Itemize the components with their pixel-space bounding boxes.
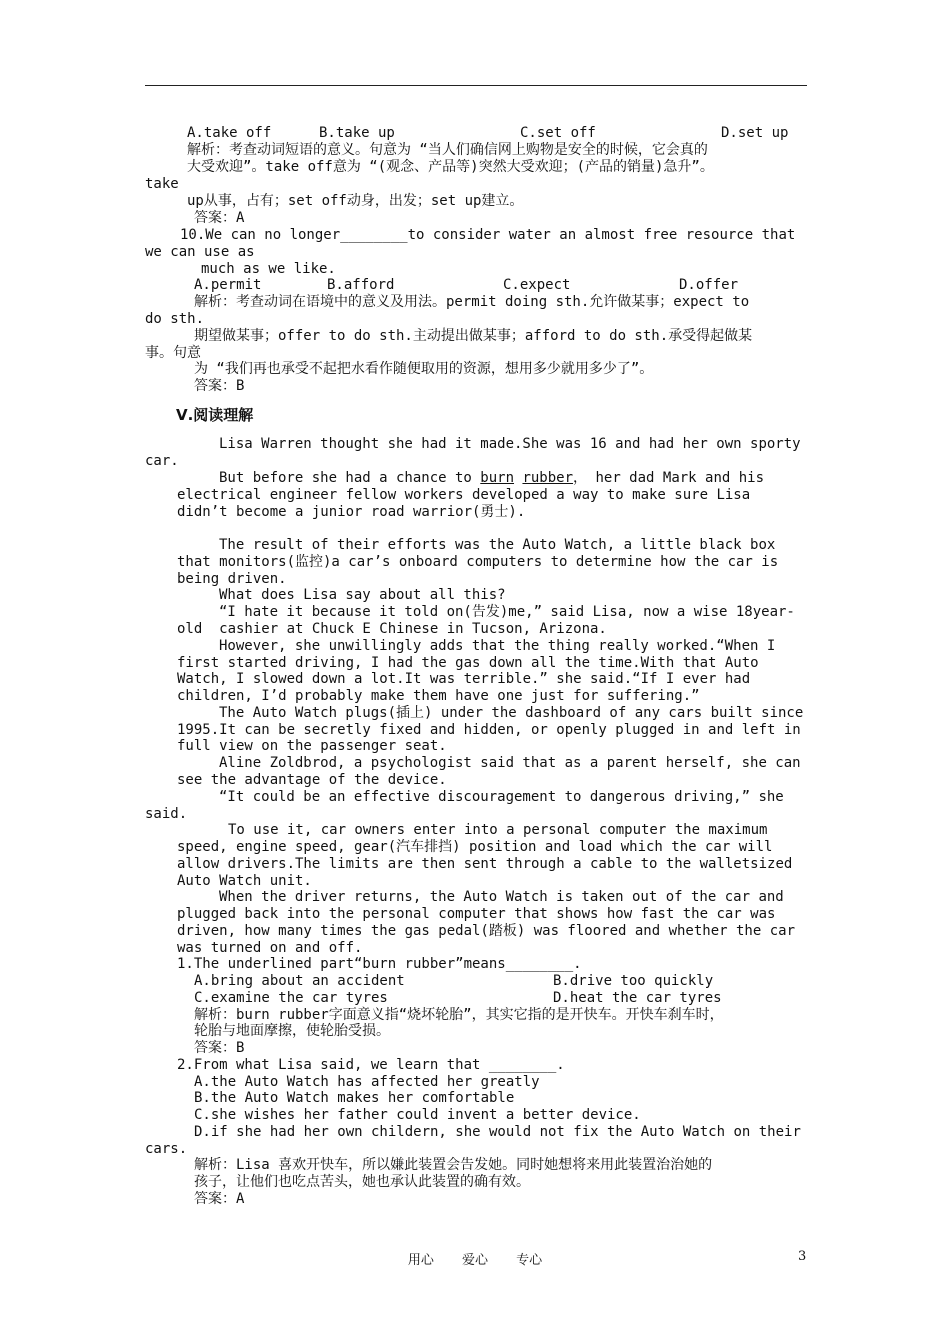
q10-analysis-line: 为 “我们再也承受不起把水看作随便取用的资源，想用多少就用多少了”。 [194,361,654,377]
passage-line: that monitors(监控)a car’s onboard computers to determine how the car is [177,554,779,570]
passage-line: allow drivers.The limits are then sent through a cable to the walletsized [177,856,793,872]
rq2-option-b: B.the Auto Watch makes her comfortable [194,1090,515,1106]
passage-line: children, I’d probably make them have one just for suffering.” [177,688,700,704]
passage-line: Aline Zoldbrod, a psychologist said that as a parent herself, she can [219,755,801,771]
passage-text: But before she had a chance to [219,470,481,486]
q10-analysis-line: 解析：考查动词在语境中的意义及用法。permit doing sth.允许做某事；expect to [194,294,750,310]
rq2-analysis-line: 解析：Lisa 喜欢开快车，所以嫌此装置会告发她。同时她想将来用此装置治治她的 [194,1157,713,1173]
passage-line: first started driving, I had the gas down all the time.With that Auto [177,655,759,671]
q10-analysis-line: 事。句意 [145,345,201,361]
passage-line: The result of their efforts was the Auto Watch, a little black box [219,537,776,553]
passage-line: being driven. [177,571,287,587]
passage-line: However, she unwillingly adds that the thing really worked.“When I [219,638,776,654]
passage-line: driven, how many times the gas pedal(踏板) was floored and whether the car [177,923,796,939]
passage-line: 1995.It can be secretly fixed and hidden, or openly plugged in and left in [177,722,801,738]
passage-line: plugged back into the personal computer that shows how fast the car was [177,906,776,922]
passage-line [219,470,764,487]
footer-motto: 用心 爱心 专心 [407,1253,543,1268]
passage-line: didn’t become a junior road warrior(勇士). [177,504,526,520]
q10-option-c: C.expect [503,277,571,293]
passage-line: old cashier at Chuck E Chinese in Tucson, Arizona. [177,621,607,637]
q10-analysis-line: 期望做某事；offer to do sth.主动提出做某事；afford to do sth.承受得起做某 [194,328,753,344]
passage-line: said. [145,806,188,822]
q10-answer: 答案：B [194,378,245,394]
q10-option-a: A.permit [194,277,262,293]
underlined-word-rubber: rubber [522,470,574,486]
rq1-option-d: D.heat the car tyres [553,990,722,1006]
rq2-answer: 答案：A [194,1191,245,1207]
rq2-stem: 2.From what Lisa said, we learn that ________. [177,1057,565,1073]
rq2-option-d: cars. [145,1141,188,1157]
rq1-analysis-line: 轮胎与地面摩擦，使轮胎受损。 [194,1023,390,1039]
q9-analysis-line: 大受欢迎”。take off意为 “(观念、产品等)突然大受欢迎；(产品的销量)急升”。 [187,159,714,175]
q9-analysis-line: 解析：考查动词短语的意义。句意为 “当人们确信网上购物是安全的时候，它会真的 [187,142,708,158]
q9-analysis-line: take [145,176,179,192]
passage-line: car. [145,453,179,469]
rq1-analysis-line: 解析：burn rubber字面意义指“烧坏轮胎”，其实它指的是开快车。开快车刹车时， [194,1007,724,1023]
passage-line: The Auto Watch plugs(插上) under the dashboard of any cars built since [219,705,804,721]
q10-option-b: B.afford [327,277,395,293]
q9-option-c: C.set off [520,125,596,141]
passage-line: Lisa Warren thought she had it made.She was 16 and had her own sporty [219,436,801,452]
rq2-option-c: C.she wishes her father could invent a better device. [194,1107,641,1123]
passage-line: To use it, car owners enter into a personal computer the maximum [228,822,768,838]
q9-answer: 答案：A [194,210,245,226]
passage-line: was turned on and off. [177,940,363,956]
q10-stem: we can use as [145,244,255,260]
rq1-answer: 答案：B [194,1040,245,1056]
rq1-stem: 1.The underlined part“burn rubber”means________. [177,956,582,972]
page-number: 3 [798,1249,807,1264]
passage-line: “I hate it because it told on(告发)me,” said Lisa, now a wise 18year- [219,604,795,620]
q10-stem: 10.We can no longer________to consider water an almost free resource that [180,227,796,243]
passage-text: ， her dad Mark and his [573,470,765,486]
q9-option-d: D.set up [721,125,789,141]
rq1-option-c: C.examine the car tyres [194,990,388,1006]
q9-option-b: B.take up [319,125,395,141]
passage-line: see the advantage of the device. [177,772,447,788]
rq2-option-d: D.if she had her own childern, she would not fix the Auto Watch on their [194,1124,801,1140]
section-title: Ⅴ.阅读理解 [176,406,254,424]
passage-line: full view on the passenger seat. [177,738,447,754]
rq1-option-b: B.drive too quickly [553,973,714,989]
passage-line: When the driver returns, the Auto Watch is taken out of the car and [219,889,784,905]
q10-analysis-line: do sth. [145,311,205,327]
rq2-option-a: A.the Auto Watch has affected her greatly [194,1074,540,1090]
passage-line: Watch, I slowed down a lot.It was terrible.” she said.“If I ever had [177,671,751,687]
underlined-word-burn: burn [480,470,515,486]
header-rule [145,85,807,86]
passage-line: speed, engine speed, gear(汽车排挡) position and load which the car will [177,839,773,855]
q9-analysis-line: up从事，占有；set off动身，出发；set up建立。 [187,193,524,209]
rq1-option-a: A.bring about an accident [194,973,405,989]
q9-option-a: A.take off [187,125,272,141]
passage-line: Auto Watch unit. [177,873,312,889]
rq2-analysis-line: 孩子，让他们也吃点苦头，她也承认此装置的确有效。 [194,1174,530,1190]
passage-line: electrical engineer fellow workers developed a way to make sure Lisa [177,487,751,503]
passage-line: What does Lisa say about all this? [219,587,506,603]
q10-option-d: D.offer [679,277,739,293]
passage-line: “It could be an effective discouragement to dangerous driving,” she [219,789,784,805]
q10-stem: much as we like. [201,261,336,277]
